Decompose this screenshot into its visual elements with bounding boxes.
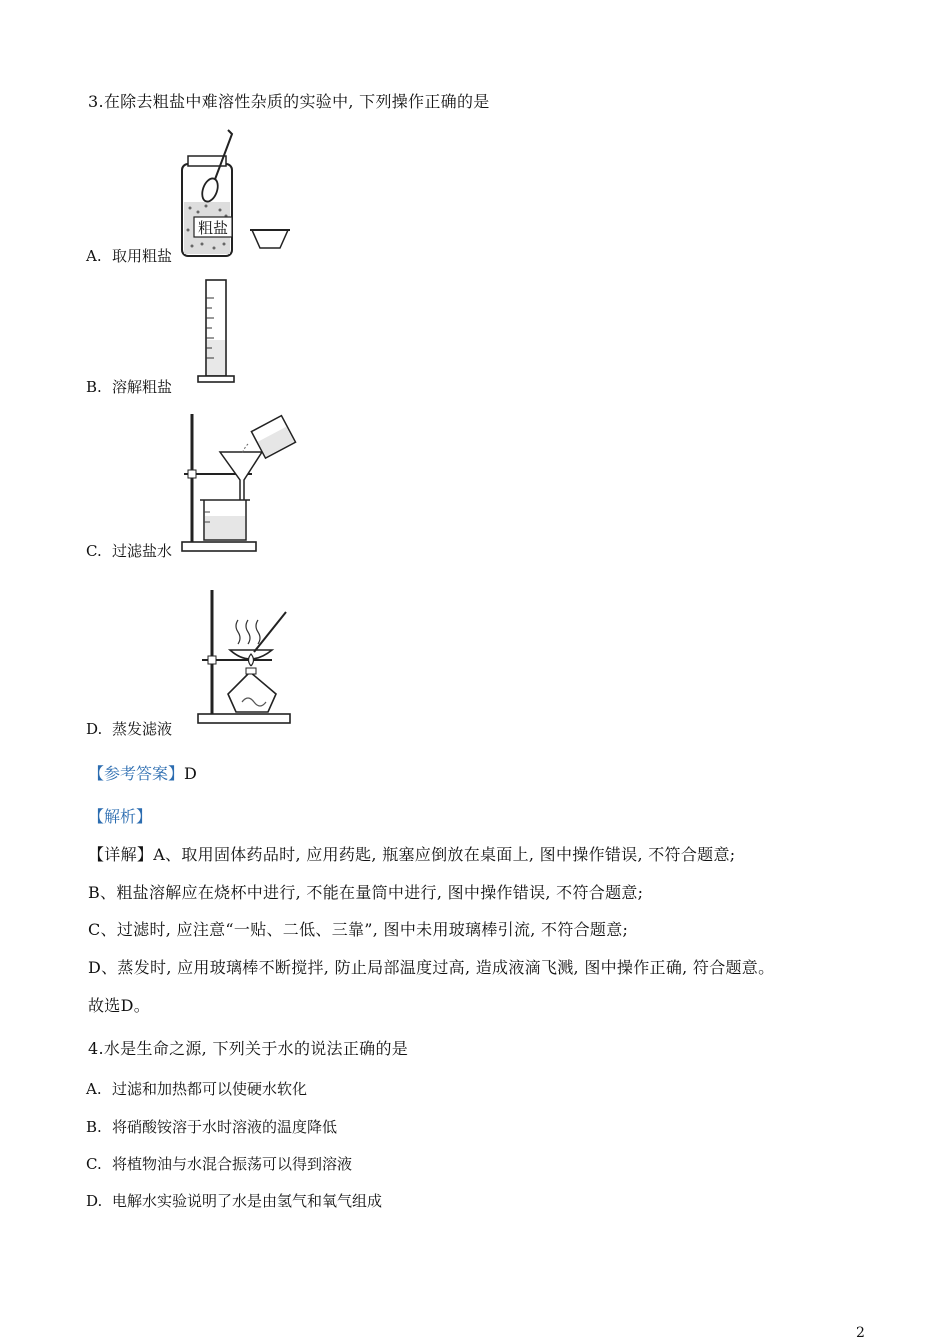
analysis-line-3: C、过滤时, 应注意“一贴、二低、三靠”, 图中未用玻璃棒引流, 不符合题意; — [88, 920, 629, 939]
figure-d-evaporation — [196, 588, 296, 728]
analysis-line-1 — [88, 842, 735, 865]
detail-tag: 【详解】 — [88, 845, 154, 864]
analysis-conclusion: 故选D。 — [88, 996, 151, 1015]
q4-option-c-letter: C. — [86, 1155, 102, 1173]
question-3-title: 3.在除去粗盐中难溶性杂质的实验中, 下列操作正确的是 — [88, 92, 490, 111]
option-c — [86, 540, 172, 561]
q4-option-a — [86, 1078, 307, 1099]
analysis-line-1-text: A、取用固体药品时, 应用药匙, 瓶塞应倒放在桌面上, 图中操作错误, 不符合题意; — [153, 845, 736, 864]
option-b — [86, 376, 172, 397]
q4-option-a-text: 过滤和加热都可以使硬水软化 — [112, 1080, 308, 1098]
q4-option-d — [86, 1190, 382, 1211]
figure-a-label: 粗盐 — [197, 219, 229, 237]
q4-option-b-letter: B. — [86, 1118, 102, 1136]
analysis-heading — [88, 804, 152, 827]
q4-option-d-letter: D. — [86, 1192, 103, 1210]
analysis-line-4: D、蒸发时, 应用玻璃棒不断搅拌, 防止局部温度过高, 造成液滴飞溅, 图中操作正确, 符合题意。 — [88, 958, 775, 977]
option-c-text: 过滤盐水 — [112, 542, 173, 560]
q4-option-c-text: 将植物油与水混合振荡可以得到溶液 — [112, 1155, 353, 1173]
option-d-letter: D. — [86, 720, 103, 738]
option-a-letter: A. — [86, 247, 102, 265]
option-d — [86, 718, 172, 739]
option-a-text: 取用粗盐 — [112, 247, 173, 265]
option-d-text: 蒸发滤液 — [112, 720, 173, 738]
answer-tag: 【参考答案】 — [88, 764, 185, 783]
answer-line — [88, 761, 197, 784]
q4-option-c — [86, 1153, 352, 1174]
q4-option-b — [86, 1116, 337, 1137]
option-b-text: 溶解粗盐 — [112, 378, 173, 396]
analysis-line-2: B、粗盐溶解应在烧杯中进行, 不能在量筒中进行, 图中操作错误, 不符合题意; — [88, 883, 644, 902]
option-b-letter: B. — [86, 378, 102, 396]
q4-option-a-letter: A. — [86, 1080, 102, 1098]
q4-option-d-text: 电解水实验说明了水是由氢气和氧气组成 — [112, 1192, 383, 1210]
q4-option-b-text: 将硝酸铵溶于水时溶液的温度降低 — [112, 1118, 338, 1136]
question-4-title: 4.水是生命之源, 下列关于水的说法正确的是 — [88, 1039, 409, 1058]
answer-value: D — [184, 764, 197, 783]
analysis-tag: 【解析】 — [88, 807, 153, 826]
option-c-letter: C. — [86, 542, 102, 560]
figure-b-graduated-cylinder — [196, 278, 241, 386]
figure-a-salt-bottle — [170, 126, 295, 260]
figure-c-filtration — [178, 408, 298, 554]
option-a — [86, 245, 172, 266]
page-number: 2 — [856, 1325, 865, 1341]
